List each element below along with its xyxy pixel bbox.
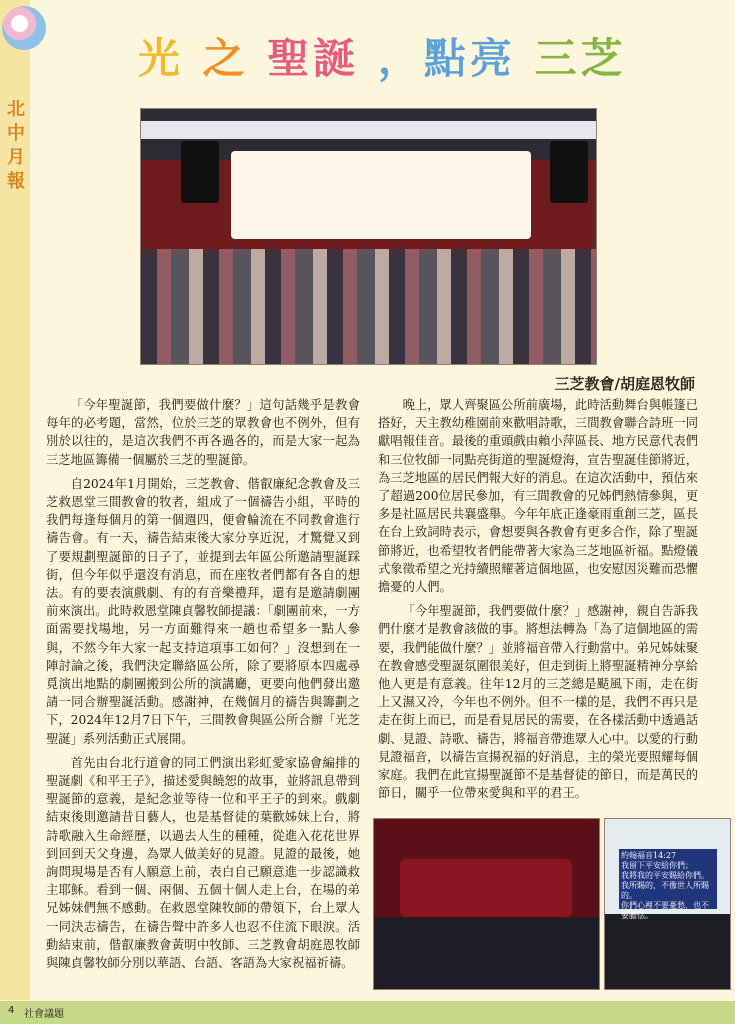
article-headline bbox=[138, 26, 627, 83]
paragraph: 「今年聖誕節，我們要做什麼？」這句話幾乎是教會每年的必考題，當然，位於三芝的眾教會也不例外，但有別於以往的，是這次我們不再各過各的，而是大家一起為三芝地區籌備一個屬於三芝的聖誕節。 bbox=[46, 398, 360, 467]
paragraph: 首先由台北行道會的同工們演出彩虹愛家協會編排的聖誕劇《和平王子》，描述愛與饒恕的故事，並將訊息帶到聖誕節的意義，是紀念並等待一位和平王子的到來。戲劇結束後則邀請昔日藝人，也是基督徒的葉歡姊妹上台，將詩歌融入生命經歷，以過去人生的種種，從進入花花世界到回到天父身邊，為眾人做美好的見證。見證的最後，她詢問現場是否有人願意上前，表白自己願意進一步認識救主耶穌。看到一個、兩個、五個十個人走上台，在場的弟兄姊妹們無不感動。在救恩堂陳牧師的帶領下，台上眾人一同決志禱告，在禱告聲中許多人也忍不住流下眼淚。活動結束前，偕叡廉教會黃明中牧師、三芝教會胡庭恩牧師與陳貞馨牧師分別以華語、台語、客語為大家祝福祈禱。 bbox=[46, 755, 360, 971]
projected-verse: 約翰福音14:27 我留下平安給你們； 我將我的平安賜給你們。 我所賜的，不像世人所賜的。 你們心裡不要憂愁，也不要膽怯。 bbox=[619, 849, 717, 909]
headline-part-2: 之 bbox=[202, 34, 249, 83]
headline-part-4: ，點亮 bbox=[377, 34, 516, 83]
headline-part-3: 聖誕 bbox=[267, 34, 360, 83]
speaker-right bbox=[550, 141, 588, 203]
paragraph: 自2024年1月開始，三芝教會、偕叡廉紀念教會及三芝救恩堂三間教會的牧者，組成了一個禱告小組，平時的我們每逢每個月的第一個週四，便會輪流在不同教會進行禱告會。有一天，禱告結束後大家分享近況，才驚覺又到了要規劃聖誕節的日子了，並提到去年區公所邀請聖誕踩街，但今年似乎還沒有消息，而在座牧者們都有各自的想法。有的要表演戲劇、有的有音樂禮拜，還有是邀請劇團前來演出。此時救恩堂陳貞馨牧師提議：「劇團前來，一方面需要找場地，另一方面難得來一趟也希望多一點人參與，不然今年大家一起支持這項事工如何？」沒想到在一陣討論之後，我們決定聯絡區公所，除了要將原本四處尋覓演出地點的劇團搬到公所的演講廳，更要向他們發出邀請一同合辦聖誕活動。感謝神，在幾個月的禱告與籌劃之下，2024年12月7日下午，三間教會與區公所合辦「光芝聖誕」系列活動正式展開。 bbox=[46, 476, 360, 746]
publication-title: 北中月報 bbox=[7, 99, 25, 192]
audience-crowd bbox=[141, 249, 596, 364]
author-caption: 三芝教會/胡庭恩牧師 bbox=[554, 375, 695, 393]
footer-section: 社會議題 bbox=[24, 1009, 64, 1020]
speaker-left bbox=[181, 141, 219, 203]
stage-roof bbox=[141, 121, 596, 139]
paragraph: 晚上，眾人齊聚區公所前廣場，此時活動舞台與帳篷已搭好，天主教幼稚園前來歡唱詩歌，三間教會聯合詩班一同獻唱報佳音。最後的重頭戲由賴小萍區長、地方民意代表們和三位牧師一同點亮街道的聖誕燈海，宣告聖誕佳節將近，為三芝地區的居民們報大好的消息。在這次活動中，預估來了超過200位居民參加，有三間教會的兄姊們熱情參與，更多是社區居民共襄盛舉。今年年底正逢豪雨重創三芝，區長在台上致詞時表示，會想要與各教會有更多合作，除了聖誕節將近，也希望牧者們能帶著大家為三芝地區祈福。點燈儀式象徵希望之光持續照耀著這個地區，也安慰因災難而恐懼擔憂的人們。 bbox=[378, 398, 698, 595]
testimony-photo bbox=[604, 818, 731, 990]
article-column-right bbox=[378, 396, 698, 808]
stage-choir-area bbox=[231, 151, 531, 239]
drama-stage-photo bbox=[373, 818, 600, 990]
headline-part-1: 光 bbox=[138, 34, 185, 83]
publication-logo bbox=[2, 6, 46, 50]
footer-bar bbox=[0, 1001, 735, 1024]
article-column-left bbox=[46, 396, 360, 978]
page-number: 4 bbox=[8, 1005, 15, 1016]
paragraph: 「今年聖誕節，我們要做什麼？」感謝神，親自告訴我們什麼才是教會該做的事。將想法轉為「為了這個地區的需要，我們能做什麼？」並將福音帶入行動當中。弟兄姊妹聚在教會感受聖誕氛圍很美好，但走到街上將聖誕精神分享給他人更是有意義。往年12月的三芝總是颳風下雨，走在街上又濕又冷，今年也不例外。但不一樣的是，我們不再只是走在街上而已，而是看見居民的需要，在各樣活動中透過話劇、見證、詩歌、禱告，將福音帶進眾人心中。以愛的行動見證福音，以禱告宣揚祝福的好消息，主的榮光要照耀每個家庭。我們在此宣揚聖誕節不是基督徒的節日，而是萬民的節日，關乎一位帶來愛與和平的君王。 bbox=[378, 604, 698, 801]
headline-part-5: 三芝 bbox=[534, 34, 627, 83]
choir-performance-photo bbox=[140, 108, 597, 365]
stage-scenery bbox=[400, 859, 572, 917]
